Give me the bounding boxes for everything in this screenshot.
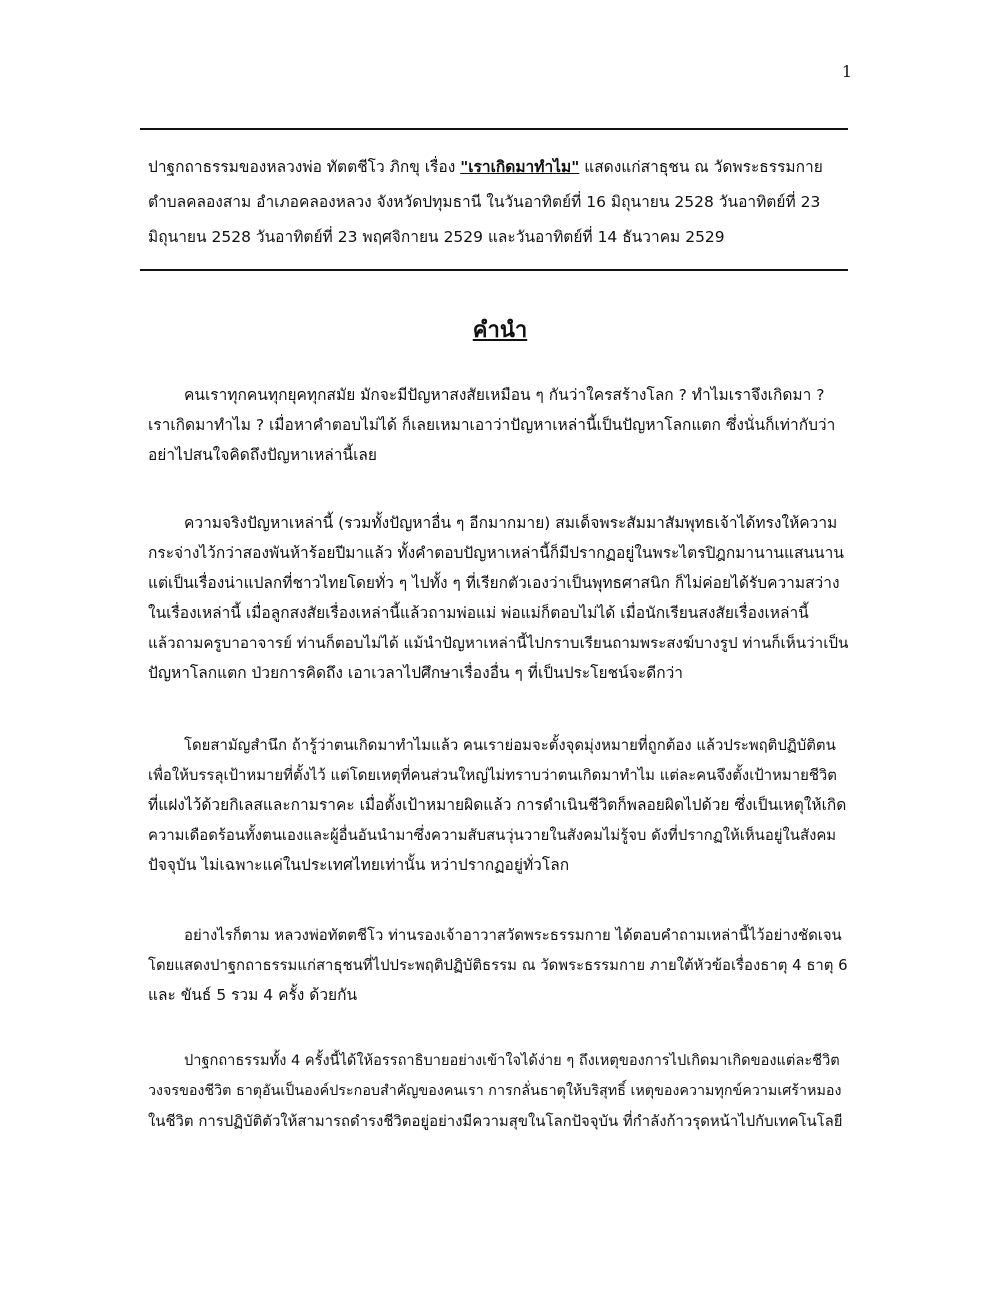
section-heading: คำนำ — [472, 318, 528, 343]
text-line: เราเกิดมาทำไม ? เมื่อหาคำตอบไม่ได้ ก็เลยเหมาเอาว่าปัญหาเหล่านี้เป็นปัญหาโลกแตก ซึ่งนั่นก็เท่ากับว่า — [148, 416, 836, 434]
text-line: ในชีวิต การปฏิบัติตัวให้สามารถดำรงชีวิตอยู่อย่างมีความสุขในโลกปัจจุบัน ที่กำลังก้าวรุดหน้าไปกับเทคโนโลยี — [148, 1112, 843, 1130]
text-line: ในเรื่องเหล่านี้ เมื่อลูกสงสัยเรื่องเหล่านี้แล้วถามพ่อแม่ พ่อแม่ก็ตอบไม่ได้ เมื่อนักเรียนสงสัยเรื่องเหล่านี้ — [148, 604, 809, 622]
text-line: แล้วถามครูบาอาจารย์ ท่านก็ตอบไม่ได้ แม้นำปัญหาเหล่านี้ไปกราบเรียนถามพระสงฆ์บางรูป ท่านก็เห็นว่าเป็น — [148, 634, 849, 652]
text-line: และ ขันธ์ 5 รวม 4 ครั้ง ด้วยกัน — [148, 986, 358, 1004]
header-line-1-suffix: แสดงแก่สาธุชน ณ วัดพระธรรมกาย — [579, 158, 823, 176]
page-number: 1 — [841, 62, 852, 81]
text-line: ปัญหาโลกแตก ป่วยการคิดถึง เอาเวลาไปศึกษาเรื่องอื่น ๆ ที่เป็นประโยชน์จะดีกว่า — [148, 664, 683, 682]
text-line: โดยแสดงปาฐกถาธรรมแก่สาธุชนที่ไปประพฤติปฏิบัติธรรม ณ วัดพระธรรมกาย ภายใต้หัวข้อเรื่องธาตุ 4 ธาตุ 6 — [148, 956, 848, 974]
header-title: "เราเกิดมาทำไม" — [460, 158, 580, 176]
text-line: ปาฐกถาธรรมทั้ง 4 ครั้งนี้ได้ให้อรรถาธิบายอย่างเข้าใจได้ง่าย ๆ ถึงเหตุของการไปเกิดมาเกิดของแต่ละชีวิต — [184, 1052, 840, 1069]
text-line: กระจ่างไว้กว่าสองพันห้าร้อยปีมาแล้ว ทั้งคำตอบปัญหาเหล่านี้ก็มีปรากฏอยู่ในพระไตรปิฎกมานานแสนนาน — [148, 544, 844, 562]
paragraph — [148, 508, 848, 688]
header-line-2: ตำบลคลองสาม อำเภอคลองหลวง จังหวัดปทุมธานี ในวันอาทิตย์ที่ 16 มิถุนายน 2528 วันอาทิตย์ที่ 23 — [148, 193, 821, 211]
text-line: แต่เป็นเรื่องน่าแปลกที่ชาวไทยโดยทั่ว ๆ ไปทั้ง ๆ ที่เรียกตัวเองว่าเป็นพุทธศาสนิก ก็ไม่ค่อยได้รับความสว่าง — [148, 574, 840, 592]
header-line-1-prefix: ปาฐกถาธรรมของหลวงพ่อ ทัตตชีโว ภิกขุ เรื่อง — [148, 158, 461, 176]
text-line: อย่างไรก็ตาม หลวงพ่อทัตตชีโว ท่านรองเจ้าอาวาสวัดพระธรรมกาย ได้ตอบคำถามเหล่านี้ไว้อย่างชัดเจน — [184, 926, 842, 944]
bottom-rule — [140, 269, 848, 271]
text-line: คนเราทุกคนทุกยุคทุกสมัย มักจะมีปัญหาสงสัยเหมือน ๆ กันว่าใครสร้างโลก ? ทำไมเราจึงเกิดมา ? — [184, 386, 825, 404]
text-line: ที่แฝงไว้ด้วยกิเลสและกามราคะ เมื่อตั้งเป้าหมายผิดแล้ว การดำเนินชีวิตก็พลอยผิดไปด้วย ซึ่งเป็นเหตุให้เกิด — [148, 796, 847, 814]
text-line: ปัจจุบัน ไม่เฉพาะแค่ในประเทศไทยเท่านั้น หว่าปรากฏอยู่ทั่วโลก — [148, 856, 570, 874]
header-line-1 — [148, 150, 848, 185]
text-line: เพื่อให้บรรลุเป้าหมายที่ตั้งไว้ แต่โดยเหตุที่คนส่วนใหญ่ไม่ทราบว่าตนเกิดมาทำไม แต่ละคนจึงตั้งเป้าหมายชีวิต — [148, 766, 837, 784]
text-line: ความเดือดร้อนทั้งตนเองและผู้อื่นอันนำมาซึ่งความสับสนวุ่นวายในสังคมไม่รู้จบ ดังที่ปรากฏให้เห็นอยู่ในสังคม — [148, 826, 837, 844]
paragraph — [148, 1046, 848, 1136]
paragraph — [148, 380, 848, 470]
text-line: โดยสามัญสำนึก ถ้ารู้ว่าตนเกิดมาทำไมแล้ว คนเราย่อมจะตั้งจุดมุ่งหมายที่ถูกต้อง แล้วประพฤติปฏิบัติตน — [184, 736, 836, 754]
paragraph — [148, 920, 848, 1010]
text-line: วงจรของชีวิต ธาตุอันเป็นองค์ประกอบสำคัญของคนเรา การกลั่นธาตุให้บริสุทธิ์ เหตุของความทุกข์ความเศร้าหมอง — [148, 1083, 842, 1099]
header-line-3: มิถุนายน 2528 วันอาทิตย์ที่ 23 พฤศจิกายน 2529 และวันอาทิตย์ที่ 14 ธันวาคม 2529 — [148, 228, 725, 246]
top-rule — [140, 128, 848, 130]
text-line: ความจริงปัญหาเหล่านี้ (รวมทั้งปัญหาอื่น ๆ อีกมากมาย) สมเด็จพระสัมมาสัมพุทธเจ้าได้ทรงให้ความ — [184, 514, 838, 532]
paragraph — [148, 730, 848, 880]
header-block — [148, 150, 848, 255]
text-line: อย่าไปสนใจคิดถึงปัญหาเหล่านี้เลย — [148, 446, 377, 464]
